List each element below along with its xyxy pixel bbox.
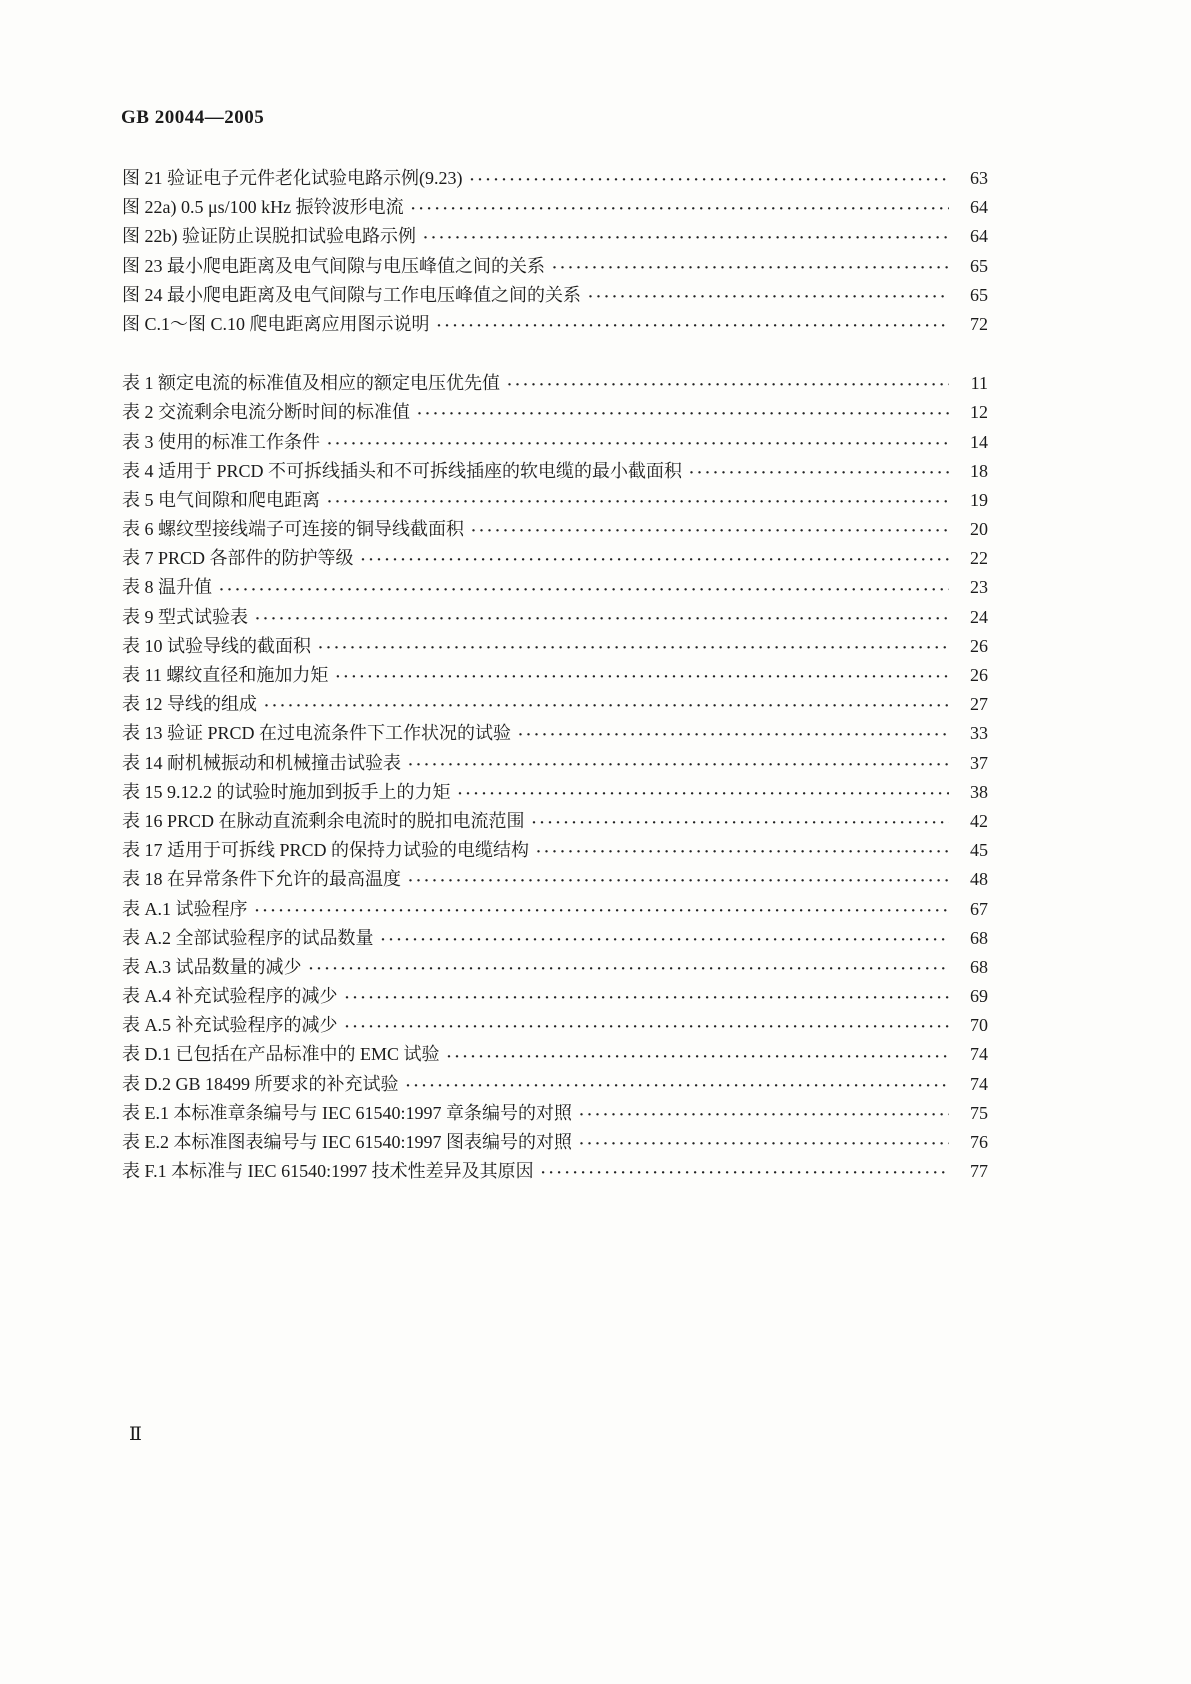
toc-entry <box>122 164 988 193</box>
toc-entry-label: 表 A.4 补充试验程序的减少 <box>122 986 338 1007</box>
dot-leader <box>309 958 950 977</box>
toc-entry <box>122 428 988 457</box>
toc-entry-label: 表 12 导线的组成 <box>122 694 257 715</box>
dot-leader <box>327 491 949 510</box>
dot-leader <box>532 812 949 831</box>
dot-leader <box>541 1162 949 1181</box>
dot-leader <box>335 666 949 685</box>
toc-entry-page: 18 <box>970 460 988 481</box>
dot-leader <box>437 315 949 334</box>
dot-leader <box>458 783 950 802</box>
toc-entry-page: 63 <box>970 168 988 188</box>
toc-entry <box>122 1099 988 1128</box>
toc-entry-label: 图 21 验证电子元件老化试验电路示例(9.23) <box>122 168 463 188</box>
toc-entry-label: 表 15 9.12.2 的试验时施加到扳手上的力矩 <box>122 781 451 802</box>
toc-entry-label: 表 5 电气间隙和爬电距离 <box>122 489 320 510</box>
dot-leader <box>327 433 949 452</box>
toc-entry <box>122 719 988 748</box>
toc-entry-page: 75 <box>970 1102 988 1123</box>
toc-entry <box>122 544 988 573</box>
toc-entry-page: 67 <box>970 898 988 919</box>
toc-entry-label: 图 C.1～图 C.10 爬电距离应用图示说明 <box>122 313 430 334</box>
dot-leader <box>471 520 949 539</box>
toc-entry <box>122 193 988 222</box>
dot-leader <box>423 227 949 246</box>
toc-entry-label: 表 A.2 全部试验程序的试品数量 <box>122 927 374 948</box>
toc-entry-page: 26 <box>970 665 988 685</box>
toc-entry-page: 24 <box>970 606 988 627</box>
dot-leader <box>406 1075 949 1094</box>
toc-entry-label: 表 1 额定电流的标准值及相应的额定电压优先值 <box>122 373 500 394</box>
toc-entry-label: 表 16 PRCD 在脉动直流剩余电流时的脱扣电流范围 <box>122 810 525 831</box>
toc-entry-page: 72 <box>970 313 988 334</box>
toc-entry-page: 12 <box>970 402 988 423</box>
toc-entry-label: 图 22b) 验证防止误脱扣试验电路示例 <box>122 226 416 247</box>
toc-entry <box>122 310 988 339</box>
toc-entry-label: 表 10 试验导线的截面积 <box>122 635 311 656</box>
toc-entry <box>122 222 988 251</box>
dot-leader <box>507 374 949 393</box>
dot-leader <box>552 257 949 276</box>
dot-leader <box>408 754 949 773</box>
toc-entry <box>122 749 988 778</box>
toc-entry <box>122 690 988 719</box>
dot-leader <box>264 695 949 714</box>
toc-entry-page: 19 <box>970 489 988 510</box>
toc-entry <box>122 632 988 661</box>
toc-entry-page: 22 <box>970 548 988 569</box>
toc-entry-page: 74 <box>970 1044 988 1065</box>
toc-entry <box>122 603 988 632</box>
toc-entry-page: 37 <box>970 752 988 773</box>
toc-entry <box>122 369 988 398</box>
dot-leader <box>417 403 949 422</box>
dot-leader <box>361 549 949 568</box>
toc-entry-label: 表 9 型式试验表 <box>122 606 248 627</box>
toc-entry-page: 65 <box>970 255 988 276</box>
dot-leader <box>318 637 949 656</box>
toc-entry <box>122 398 988 427</box>
dot-leader <box>579 1104 949 1123</box>
toc-entry-label: 表 D.1 已包括在产品标准中的 EMC 试验 <box>122 1044 440 1065</box>
toc-entry <box>122 953 988 982</box>
dot-leader <box>345 987 950 1006</box>
toc-entry-page: 20 <box>970 519 988 540</box>
dot-leader <box>689 462 949 481</box>
toc-entry <box>122 865 988 894</box>
dot-leader <box>588 286 949 305</box>
toc-entry-page: 68 <box>970 927 988 948</box>
doc-number: GB 20044—2005 <box>121 107 265 128</box>
toc-entry <box>122 1040 988 1069</box>
toc-entry-page: 33 <box>970 723 988 744</box>
dot-leader <box>447 1046 949 1065</box>
table-of-contents <box>122 164 988 1186</box>
dot-leader <box>470 169 950 188</box>
toc-entry-label: 表 6 螺纹型接线端子可连接的铜导线截面积 <box>122 519 464 540</box>
toc-entry-page: 45 <box>970 840 988 861</box>
toc-entry-page: 23 <box>970 577 988 598</box>
toc-entry-label: 表 2 交流剩余电流分断时间的标准值 <box>122 402 410 423</box>
toc-entry <box>122 573 988 602</box>
dot-leader <box>579 1133 949 1152</box>
toc-entry <box>122 924 988 953</box>
toc-entry <box>122 457 988 486</box>
dot-leader <box>408 870 949 889</box>
toc-entry <box>122 1011 988 1040</box>
toc-entry-page: 14 <box>970 431 988 452</box>
dot-leader <box>518 724 949 743</box>
toc-entry <box>122 252 988 281</box>
toc-entry-label: 表 F.1 本标准与 IEC 61540:1997 技术性差异及其原因 <box>122 1161 534 1182</box>
toc-entry <box>122 515 988 544</box>
toc-entry-label: 表 11 螺纹直径和施加力矩 <box>122 665 329 685</box>
toc-entry-label: 表 14 耐机械振动和机械撞击试验表 <box>122 752 401 773</box>
toc-entry-label: 表 4 适用于 PRCD 不可拆线插头和不可拆线插座的软电缆的最小截面积 <box>122 460 683 481</box>
dot-leader <box>345 1016 950 1035</box>
toc-entry <box>122 807 988 836</box>
toc-entry-page: 68 <box>970 956 988 977</box>
toc-entry-label: 表 3 使用的标准工作条件 <box>122 431 320 452</box>
toc-entry-page: 76 <box>970 1132 988 1152</box>
toc-entry <box>122 1157 988 1186</box>
toc-entry-page: 64 <box>970 226 988 247</box>
dot-leader <box>536 841 949 860</box>
toc-entry-label: 表 17 适用于可拆线 PRCD 的保持力试验的电缆结构 <box>122 840 530 861</box>
page-number-footer: Ⅱ <box>129 1424 142 1445</box>
toc-entry <box>122 1070 988 1099</box>
toc-entry-label: 图 22a) 0.5 μs/100 kHz 振铃波形电流 <box>122 197 404 218</box>
toc-entry-page: 27 <box>970 694 988 715</box>
toc-entry-label: 表 A.5 补充试验程序的减少 <box>122 1015 338 1036</box>
toc-entry <box>122 982 988 1011</box>
dot-leader <box>255 900 950 919</box>
dot-leader <box>411 198 949 217</box>
toc-entry-page: 74 <box>970 1073 988 1094</box>
toc-entry-label: 表 A.1 试验程序 <box>122 898 248 919</box>
toc-entry <box>122 281 988 310</box>
dot-leader <box>381 929 950 948</box>
toc-entry-page: 77 <box>970 1161 988 1182</box>
tables-list <box>122 369 988 1186</box>
toc-entry-label: 表 E.2 本标准图表编号与 IEC 61540:1997 图表编号的对照 <box>122 1132 572 1152</box>
toc-entry-page: 70 <box>970 1015 988 1036</box>
toc-entry <box>122 895 988 924</box>
toc-entry-page: 42 <box>970 810 988 831</box>
toc-entry-page: 26 <box>970 635 988 656</box>
figures-list <box>122 164 988 339</box>
toc-entry-page: 65 <box>970 284 988 305</box>
dot-leader <box>255 608 949 627</box>
toc-entry-label: 表 13 验证 PRCD 在过电流条件下工作状况的试验 <box>122 723 512 744</box>
toc-entry <box>122 1128 988 1157</box>
toc-entry-label: 图 23 最小爬电距离及电气间隙与电压峰值之间的关系 <box>122 255 545 276</box>
toc-entry-label: 表 A.3 试品数量的减少 <box>122 956 302 977</box>
toc-entry-label: 表 18 在异常条件下允许的最高温度 <box>122 869 401 890</box>
toc-entry-label: 表 8 温升值 <box>122 577 212 598</box>
toc-entry-label: 表 7 PRCD 各部件的防护等级 <box>122 548 354 569</box>
toc-entry <box>122 661 988 690</box>
toc-entry-page: 64 <box>970 197 988 218</box>
toc-entry-page: 48 <box>970 869 988 890</box>
toc-entry-page: 69 <box>970 986 988 1007</box>
dot-leader <box>219 579 949 598</box>
toc-entry-label: 图 24 最小爬电距离及电气间隙与工作电压峰值之间的关系 <box>122 284 581 305</box>
toc-entry-label: 表 D.2 GB 18499 所要求的补充试验 <box>122 1073 399 1094</box>
toc-entry-page: 38 <box>970 781 988 802</box>
toc-entry <box>122 486 988 515</box>
toc-entry-label: 表 E.1 本标准章条编号与 IEC 61540:1997 章条编号的对照 <box>122 1102 572 1123</box>
toc-entry <box>122 836 988 865</box>
toc-entry <box>122 778 988 807</box>
toc-entry-page: 11 <box>970 373 988 394</box>
